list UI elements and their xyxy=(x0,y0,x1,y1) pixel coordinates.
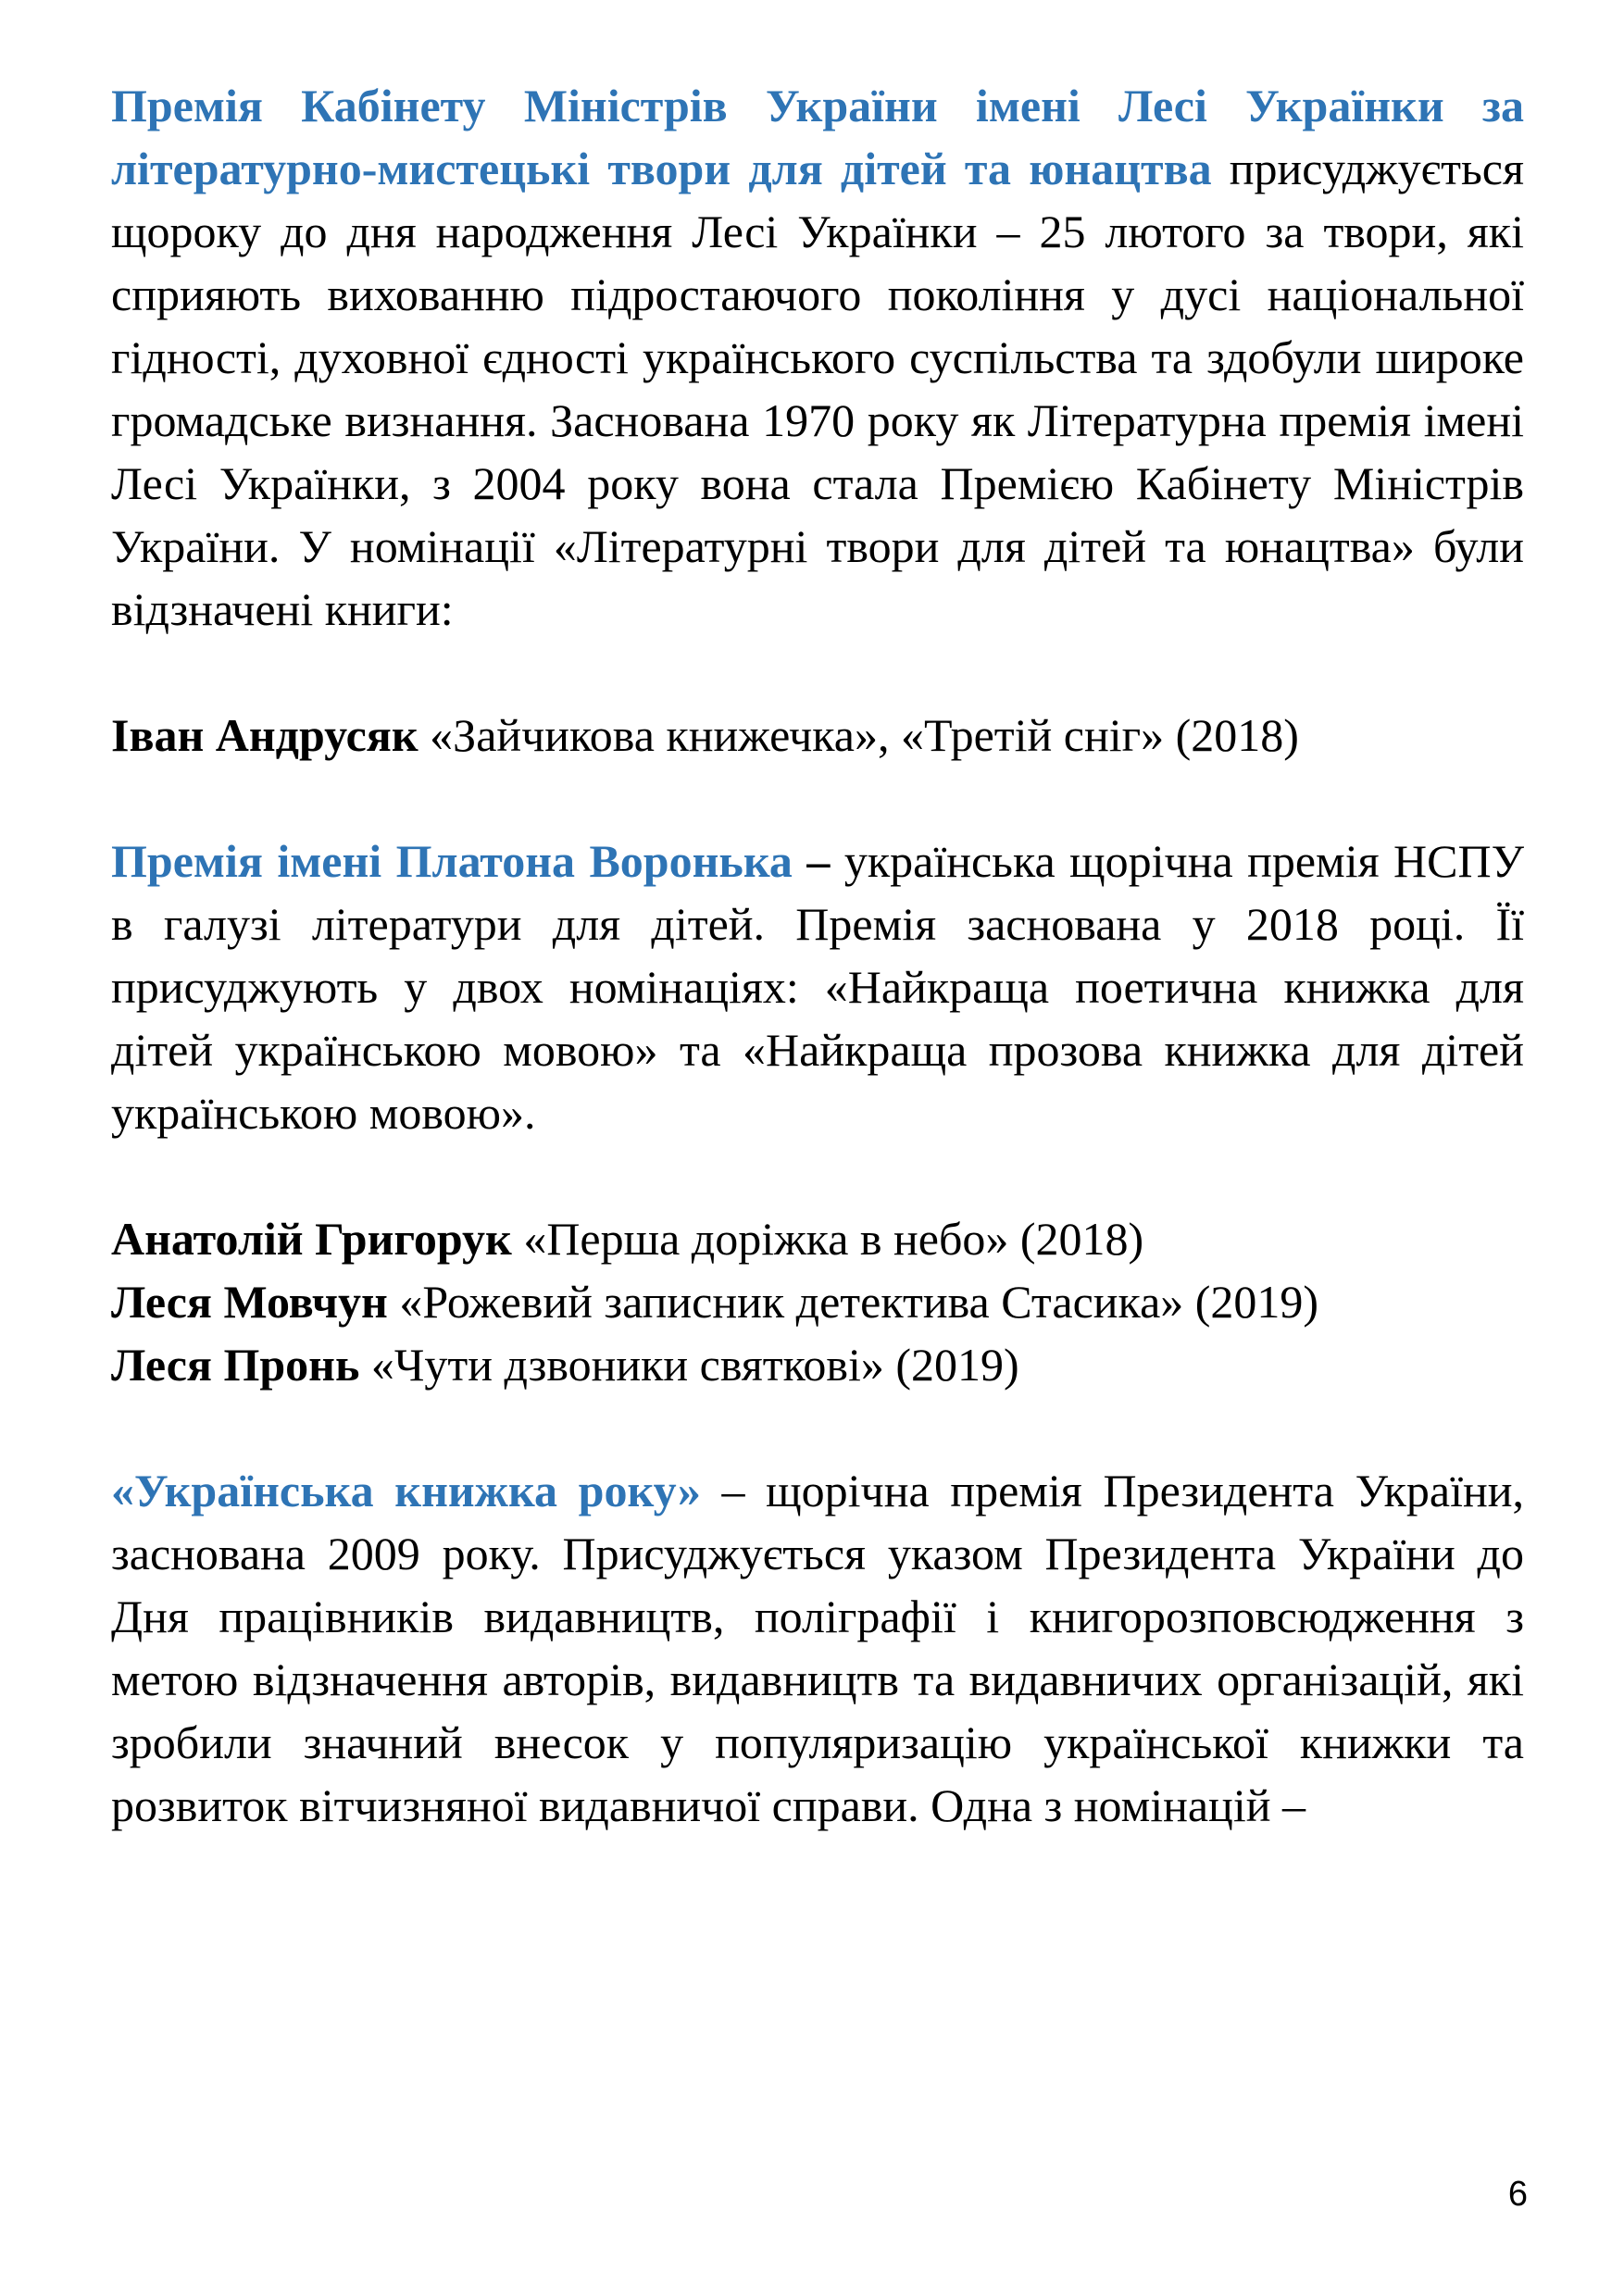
document-page xyxy=(111,74,1524,1837)
spacer xyxy=(111,1144,1524,1207)
prize-title: Премія Кабінету Міністрів України імені Лесі Українки за літературно-мистецькі твори для дітей та юнацтва xyxy=(111,80,1524,194)
prize-dash: – xyxy=(792,835,831,887)
prize-description: – щорічна премія Президента України, заснована 2009 року. Присуджується указом Президента України до Дня працівників видавництв, поліграфії і книгорозповсюдження з метою відзначення авторів, видавництв та видавничих організацій, які зробили значний внесок у популяризацію української книжки та розвиток вітчизняної видавничої справи. Одна з номінацій – xyxy=(111,1465,1524,1831)
spacer xyxy=(111,1396,1524,1459)
laureate-author: Іван Андрусяк xyxy=(111,709,418,761)
laureate-author: Леся Пронь xyxy=(111,1339,360,1391)
laureate-works: «Перша доріжка в небо» (2018) xyxy=(511,1213,1144,1265)
laureate-line xyxy=(111,1207,1524,1270)
laureate-works: «Чути дзвоники святкові» (2019) xyxy=(359,1339,1019,1391)
prize-description: присуджується щороку до дня народження Лесі Українки – 25 лютого за твори, які сприяють вихованню підростаючого покоління у дусі національної гідності, духовної єдності українського суспільства та здобули широке громадське визнання. Заснована 1970 року як Літературна премія імені Лесі Українки, з 2004 року вона стала Премією Кабінету Міністрів України. У номінації «Літературні твори для дітей та юнацтва» були відзначені книги: xyxy=(111,143,1524,635)
laureate-works: «Рожевий записник детектива Стасика» (2019) xyxy=(387,1276,1319,1328)
voronko-prize-paragraph xyxy=(111,830,1524,1144)
laureate-works: «Зайчикова книжечка», «Третій сніг» (2018) xyxy=(418,709,1299,761)
lesya-ukrainka-prize-paragraph xyxy=(111,74,1524,641)
spacer xyxy=(111,641,1524,704)
book-of-year-paragraph xyxy=(111,1459,1524,1837)
laureate-author: Анатолій Григорук xyxy=(111,1213,512,1265)
prize-description: українська щорічна премія НСПУ в галузі літератури для дітей. Премія заснована у 2018 році. Її присуджують у двох номінаціях: «Найкраща поетична книжка для дітей українською мовою» та «Найкраща прозова книжка для дітей українською мовою». xyxy=(111,835,1525,1139)
page-number: 6 xyxy=(1507,2175,1528,2214)
laureate-line xyxy=(111,1333,1524,1396)
laureate-line xyxy=(111,704,1524,767)
prize-title: «Українська книжка року» xyxy=(111,1465,701,1516)
laureate-author: Леся Мовчун xyxy=(111,1276,388,1328)
laureate-line xyxy=(111,1270,1524,1333)
prize-title: Премія імені Платона Воронька xyxy=(111,835,793,887)
spacer xyxy=(111,767,1524,830)
